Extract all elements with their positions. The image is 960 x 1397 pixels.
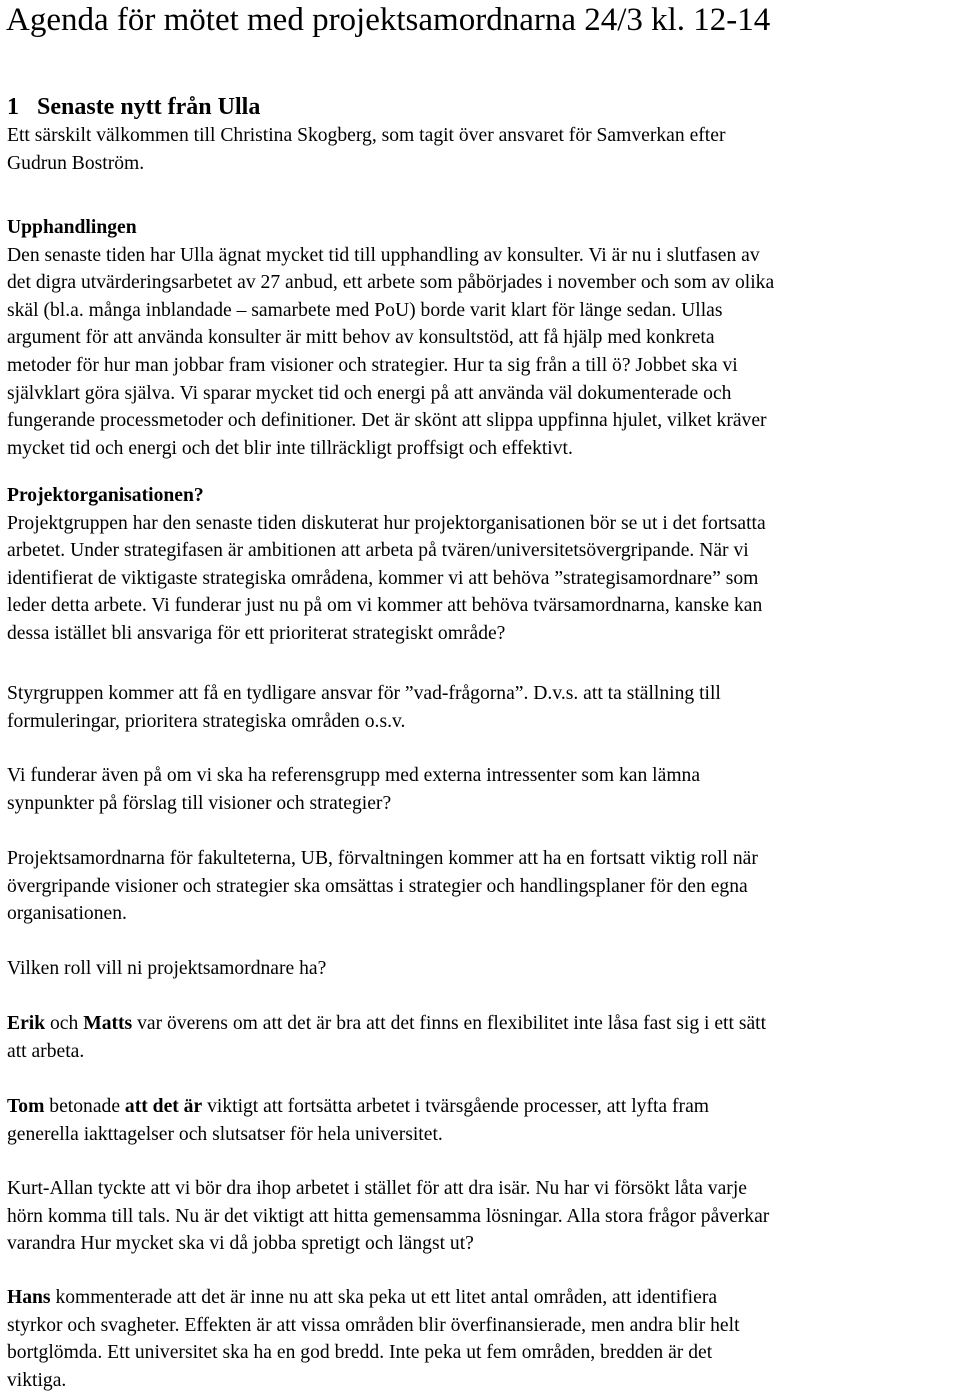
paragraph-line: dessa istället bli ansvariga för ett prioriterat strategiskt område? — [7, 622, 506, 644]
section-heading: 1 Senaste nytt från Ulla — [7, 94, 261, 120]
paragraph-line: Vi funderar även på om vi ska ha referensgrupp med externa intressenter som kan lämna — [7, 765, 701, 786]
paragraph-line: bortglömda. Ett universitet ska ha en god bredd. Inte peka ut fem områden, bredden är det — [7, 1342, 713, 1364]
paragraph-styrgruppen — [7, 680, 956, 735]
paragraph-question — [7, 955, 956, 983]
document-title: Agenda för mötet med projektsamordnarna 24/3 kl. 12-14 — [6, 2, 771, 38]
person-name-erik: Erik — [7, 1013, 46, 1034]
paragraph-line: Projektsamordnarna för fakulteterna, UB, förvaltningen kommer att ha en fortsatt viktig roll när — [7, 848, 758, 869]
paragraph-line: hörn komma till tals. Nu är det viktigt att hitta gemensamma lösningar. Alla stora frågor påverkar — [7, 1205, 770, 1227]
paragraph-line: att arbeta. — [7, 1040, 85, 1062]
paragraph-line: generella iakttagelser och slutsatser för hela universitet. — [7, 1123, 443, 1145]
paragraph-line: organisationen. — [7, 903, 127, 925]
paragraph-line: Den senaste tiden har Ulla ägnat mycket tid till upphandling av konsulter. Vi är nu i slutfasen av — [7, 244, 760, 266]
paragraph-line: synpunkter på förslag till visioner och strategier? — [7, 792, 392, 814]
paragraph-line: argument för att använda konsulter är mitt behov av konsultstöd, att få hjälp med konkreta — [7, 327, 715, 349]
paragraph-erik-matts — [7, 1010, 956, 1065]
paragraph-line: mycket tid och energi och det blir inte tillräckligt proffsigt och effektivt. — [7, 437, 573, 459]
paragraph-text: betonade — [44, 1096, 125, 1117]
person-name-hans: Hans — [7, 1287, 51, 1308]
paragraph-hans — [7, 1284, 956, 1394]
person-name-tom: Tom — [7, 1096, 45, 1117]
person-name-matts: Matts — [83, 1013, 133, 1034]
paragraph-text: viktigt att fortsätta arbetet i tvärsgående processer, att lyfta fram — [202, 1096, 710, 1117]
section-heading: Projektorganisationen? — [7, 485, 204, 506]
paragraph-line: varandra Hur mycket ska vi då jobba spretigt och längst ut? — [7, 1233, 474, 1255]
paragraph-line: identifierat de viktigaste strategiska områdena, kommer vi att behöva ”strategisamordnare” som — [7, 567, 759, 589]
paragraph-text: kommenterade att det är inne nu att ska peka ut ett litet antal områden, att identifiera — [50, 1287, 718, 1308]
paragraph-line — [7, 1010, 956, 1038]
paragraph-line: styrkor och svagheter. Effekten är att vissa områden blir överfinansierade, men andra blir helt — [7, 1314, 740, 1336]
paragraph-tom — [7, 1093, 956, 1148]
paragraph-line: fungerande processmetoder och definitioner. Det är skönt att slippa uppfinna hjulet, vilket kräver — [7, 410, 767, 432]
paragraph-line: arbetet. Under strategifasen är ambitionen att arbeta på tvären/universitetsövergripande. När vi — [7, 540, 749, 562]
conjunction-text: och — [45, 1013, 84, 1034]
paragraph-referensgrupp — [7, 762, 956, 817]
paragraph-line: formuleringar, prioritera strategiska områden o.s.v. — [7, 710, 406, 732]
paragraph-text: var överens om att det är bra att det finns en flexibilitet inte låsa fast sig i ett sätt — [132, 1013, 767, 1034]
paragraph-line — [7, 1093, 956, 1121]
paragraph-line: övergripande visioner och strategier ska omsättas i strategier och handlingsplaner för den egna — [7, 875, 748, 897]
section-heading: Upphandlingen — [7, 217, 137, 238]
paragraph-line: Kurt-Allan tyckte att vi bör dra ihop arbetet i stället för att dra isär. Nu har vi försökt låta varje — [7, 1178, 747, 1199]
paragraph-line: viktiga. — [7, 1369, 67, 1391]
paragraph-line: metoder för hur man jobbar fram visioner och strategier. Hur ta sig från a till ö? Jobbet ska vi — [7, 354, 738, 376]
section-senaste-nytt — [7, 92, 956, 177]
section-upphandlingen — [7, 214, 956, 462]
paragraph-line: självklart göra själva. Vi sparar mycket tid och energi på att använda väl dokumenterade och — [7, 382, 732, 404]
paragraph-line: Projektgruppen har den senaste tiden diskuterat hur projektorganisationen bör se ut i det fortsatta — [7, 512, 766, 534]
paragraph-line: leder detta arbete. Vi funderar just nu på om vi kommer att behöva tvärsamordnarna, kanske kan — [7, 595, 763, 617]
emphasis-text: att det är — [124, 1096, 203, 1117]
paragraph-line — [7, 1284, 956, 1312]
paragraph-line: skäl (bl.a. många inblandade – samarbete med PoU) borde varit klart för länge sedan. Ullas — [7, 299, 723, 321]
question-text: Vilken roll vill ni projektsamordnare ha? — [7, 958, 327, 979]
paragraph-projektsamordnarna — [7, 845, 956, 928]
paragraph-line: Styrgruppen kommer att få en tydligare ansvar för ”vad-frågorna”. D.v.s. att ta ställning till — [7, 683, 721, 704]
paragraph-line: det digra utvärderingsarbetet av 27 anbud, ett arbete som påbörjades i november och som av olika — [7, 272, 775, 294]
paragraph-kurt-allan — [7, 1175, 956, 1258]
section-projektorganisationen — [7, 482, 956, 648]
paragraph-line: Ett särskilt välkommen till Christina Skogberg, som tagit över ansvaret för Samverkan efter — [7, 125, 726, 146]
paragraph-line: Gudrun Boström. — [7, 152, 145, 174]
